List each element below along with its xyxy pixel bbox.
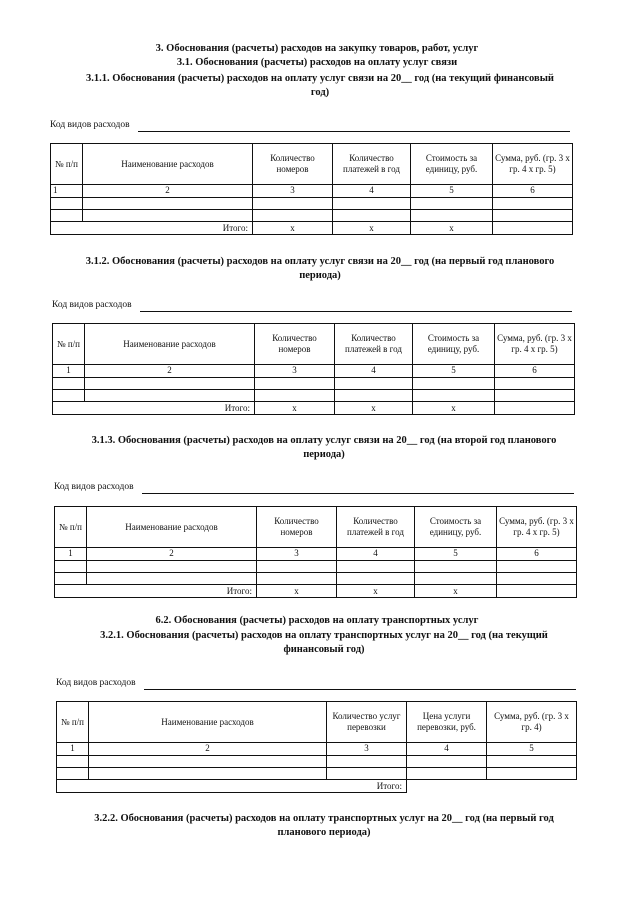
cell[interactable] bbox=[55, 573, 87, 585]
cell[interactable] bbox=[83, 198, 253, 210]
kod-input-line-2[interactable] bbox=[140, 311, 572, 312]
hdr-unit-cost: Стоимость за единицу, руб. bbox=[413, 324, 495, 365]
colnum-3: 3 bbox=[257, 548, 337, 561]
cell[interactable] bbox=[335, 390, 413, 402]
cell[interactable] bbox=[415, 573, 497, 585]
hdr-qty: Количество номеров bbox=[257, 507, 337, 548]
total-sum[interactable] bbox=[495, 402, 575, 415]
hdr-sum: Сумма, руб. (гр. 3 х гр. 4 х гр. 5) bbox=[495, 324, 575, 365]
section-title-3-1-3-line1: 3.1.3. Обоснования (расчеты) расходов на оплату услуг связи на 20__ год (на второй год планового bbox=[91, 435, 557, 446]
cell[interactable] bbox=[337, 573, 415, 585]
cell[interactable] bbox=[407, 768, 487, 780]
kod-label-3: Код видов расходов bbox=[54, 482, 134, 492]
cell[interactable] bbox=[413, 378, 495, 390]
colnum-4: 4 bbox=[333, 185, 411, 198]
hdr-qty: Количество номеров bbox=[255, 324, 335, 365]
cell[interactable] bbox=[497, 561, 577, 573]
cell[interactable] bbox=[253, 198, 333, 210]
cell[interactable] bbox=[493, 210, 573, 222]
total-x: х bbox=[255, 402, 335, 415]
total-x: х bbox=[413, 402, 495, 415]
cell[interactable] bbox=[411, 210, 493, 222]
colnum-5: 5 bbox=[415, 548, 497, 561]
cell[interactable] bbox=[57, 756, 89, 768]
hdr-sum: Сумма, руб. (гр. 3 х гр. 4 х гр. 5) bbox=[493, 144, 573, 185]
colnum-1: 1 bbox=[53, 365, 85, 378]
hdr-name: Наименование расходов bbox=[87, 507, 257, 548]
table-row bbox=[55, 561, 577, 573]
cell[interactable] bbox=[415, 561, 497, 573]
cell[interactable] bbox=[495, 390, 575, 402]
total-row bbox=[53, 402, 575, 415]
cell[interactable] bbox=[255, 390, 335, 402]
hdr-payments: Количество платежей в год bbox=[337, 507, 415, 548]
cell[interactable] bbox=[53, 378, 85, 390]
cell[interactable] bbox=[51, 198, 83, 210]
hdr-num: № п/п bbox=[57, 702, 89, 743]
colnum-6: 6 bbox=[497, 548, 577, 561]
cell[interactable] bbox=[337, 561, 415, 573]
colnum-3: 3 bbox=[255, 365, 335, 378]
cell[interactable] bbox=[51, 210, 83, 222]
cell[interactable] bbox=[83, 210, 253, 222]
total-row bbox=[55, 585, 577, 598]
hdr-price: Цена услуги перевозки, руб. bbox=[407, 702, 487, 743]
cell[interactable] bbox=[333, 210, 411, 222]
total-row bbox=[57, 780, 577, 793]
kod-label-4: Код видов расходов bbox=[56, 678, 136, 688]
hdr-sum: Сумма, руб. (гр. 3 х гр. 4 х гр. 5) bbox=[497, 507, 577, 548]
hdr-name: Наименование расходов bbox=[89, 702, 327, 743]
total-x: х bbox=[415, 585, 497, 598]
cell[interactable] bbox=[333, 198, 411, 210]
section-title-3-2-1-line2: финансовый год) bbox=[283, 644, 365, 655]
hdr-num: № п/п bbox=[55, 507, 87, 548]
total-sum[interactable] bbox=[493, 222, 573, 235]
hdr-name: Наименование расходов bbox=[83, 144, 253, 185]
hdr-unit-cost: Стоимость за единицу, руб. bbox=[415, 507, 497, 548]
cell[interactable] bbox=[493, 198, 573, 210]
colnum-4: 4 bbox=[407, 743, 487, 756]
cell[interactable] bbox=[87, 573, 257, 585]
comm-table-3-1-3 bbox=[54, 506, 577, 598]
section-title-3-1-1 bbox=[40, 72, 600, 100]
hdr-num: № п/п bbox=[51, 144, 83, 185]
kod-input-line-3[interactable] bbox=[142, 493, 574, 494]
cell[interactable] bbox=[85, 390, 255, 402]
colnum-5: 5 bbox=[413, 365, 495, 378]
kod-label-1: Код видов расходов bbox=[50, 120, 130, 130]
cell[interactable] bbox=[87, 561, 257, 573]
colnum-3: 3 bbox=[253, 185, 333, 198]
cell[interactable] bbox=[89, 756, 327, 768]
colnum-1: 1 bbox=[57, 743, 89, 756]
comm-table-3-1-2 bbox=[52, 323, 575, 415]
cell[interactable] bbox=[55, 561, 87, 573]
transport-table-3-2-1 bbox=[56, 701, 577, 793]
kod-input-line-4[interactable] bbox=[144, 689, 576, 690]
cell[interactable] bbox=[53, 390, 85, 402]
kod-input-line-1[interactable] bbox=[138, 131, 570, 132]
table-row bbox=[53, 378, 575, 390]
kod-label-2: Код видов расходов bbox=[52, 300, 132, 310]
hdr-payments: Количество платежей в год bbox=[333, 144, 411, 185]
hdr-unit-cost: Стоимость за единицу, руб. bbox=[411, 144, 493, 185]
colnum-1: 1 bbox=[51, 185, 83, 198]
total-label: Итого: bbox=[57, 780, 407, 793]
cell[interactable] bbox=[413, 390, 495, 402]
section-title-3-1-2-line1: 3.1.2. Обоснования (расчеты) расходов на оплату услуг связи на 20__ год (на первый год планового bbox=[85, 256, 555, 267]
section-title-3-2-1 bbox=[40, 629, 608, 657]
total-empty bbox=[487, 780, 577, 793]
table-row bbox=[51, 210, 573, 222]
cell[interactable] bbox=[497, 573, 577, 585]
subsection-title-3-1: 3.1. Обоснования (расчеты) расходов на оплату услуг связи bbox=[176, 57, 458, 68]
colnum-1: 1 bbox=[55, 548, 87, 561]
subsection-title-6-2: 6.2. Обоснования (расчеты) расходов на оплату транспортных услуг bbox=[155, 615, 479, 626]
section-title-3-1-2 bbox=[40, 255, 600, 283]
hdr-payments: Количество платежей в год bbox=[335, 324, 413, 365]
colnum-6: 6 bbox=[493, 185, 573, 198]
colnum-5: 5 bbox=[487, 743, 577, 756]
comm-table-3-1-1 bbox=[50, 143, 573, 235]
cell[interactable] bbox=[487, 768, 577, 780]
section-title-3-1-3-line2: периода) bbox=[303, 449, 345, 460]
colnum-2: 2 bbox=[89, 743, 327, 756]
cell[interactable] bbox=[487, 756, 577, 768]
table-row bbox=[55, 573, 577, 585]
hdr-qty: Количество услуг перевозки bbox=[327, 702, 407, 743]
colnum-4: 4 bbox=[337, 548, 415, 561]
cell[interactable] bbox=[327, 768, 407, 780]
total-row bbox=[51, 222, 573, 235]
section-title-3-1-1-line2: год) bbox=[310, 87, 330, 98]
colnum-4: 4 bbox=[335, 365, 413, 378]
total-label: Итого: bbox=[51, 222, 253, 235]
cell[interactable] bbox=[407, 756, 487, 768]
cell[interactable] bbox=[255, 378, 335, 390]
cell[interactable] bbox=[57, 768, 89, 780]
colnum-6: 6 bbox=[495, 365, 575, 378]
total-label: Итого: bbox=[53, 402, 255, 415]
section-title-3-2-2 bbox=[40, 812, 608, 840]
colnum-5: 5 bbox=[411, 185, 493, 198]
section-title-3-2-2-line1: 3.2.2. Обоснования (расчеты) расходов на оплату транспортных услуг на 20__ год (на первый год bbox=[94, 813, 554, 824]
colnum-3: 3 bbox=[327, 743, 407, 756]
total-x: х bbox=[411, 222, 493, 235]
cell[interactable] bbox=[495, 378, 575, 390]
hdr-sum: Сумма, руб. (гр. 3 х гр. 4) bbox=[487, 702, 577, 743]
total-label: Итого: bbox=[55, 585, 257, 598]
table-row bbox=[53, 390, 575, 402]
total-x: х bbox=[333, 222, 411, 235]
section-title-3-1-1-line1: 3.1.1. Обоснования (расчеты) расходов на оплату услуг связи на 20__ год (на текущий финансовый bbox=[86, 73, 554, 84]
section-title-3-1-3 bbox=[40, 434, 608, 462]
hdr-num: № п/п bbox=[53, 324, 85, 365]
total-x: х bbox=[337, 585, 415, 598]
hdr-qty: Количество номеров bbox=[253, 144, 333, 185]
cell[interactable] bbox=[89, 768, 327, 780]
colnum-2: 2 bbox=[85, 365, 255, 378]
colnum-2: 2 bbox=[87, 548, 257, 561]
section-title-3-2-2-line2: планового периода) bbox=[277, 827, 371, 838]
colnum-2: 2 bbox=[83, 185, 253, 198]
total-sum[interactable] bbox=[497, 585, 577, 598]
table-row bbox=[57, 756, 577, 768]
table-row bbox=[57, 768, 577, 780]
cell[interactable] bbox=[411, 198, 493, 210]
section-title: 3. Обоснования (расчеты) расходов на закупку товаров, работ, услуг bbox=[155, 43, 479, 54]
section-title-3-2-1-line1: 3.2.1. Обоснования (расчеты) расходов на оплату транспортных услуг на 20__ год (на текущий bbox=[100, 630, 548, 641]
cell[interactable] bbox=[335, 378, 413, 390]
cell[interactable] bbox=[253, 210, 333, 222]
cell[interactable] bbox=[257, 561, 337, 573]
total-x: х bbox=[253, 222, 333, 235]
total-x: х bbox=[257, 585, 337, 598]
section-title-3-1-2-line2: периода) bbox=[299, 270, 341, 281]
hdr-name: Наименование расходов bbox=[85, 324, 255, 365]
total-empty bbox=[407, 780, 487, 793]
cell[interactable] bbox=[85, 378, 255, 390]
table-row bbox=[51, 198, 573, 210]
cell[interactable] bbox=[327, 756, 407, 768]
total-x: х bbox=[335, 402, 413, 415]
cell[interactable] bbox=[257, 573, 337, 585]
